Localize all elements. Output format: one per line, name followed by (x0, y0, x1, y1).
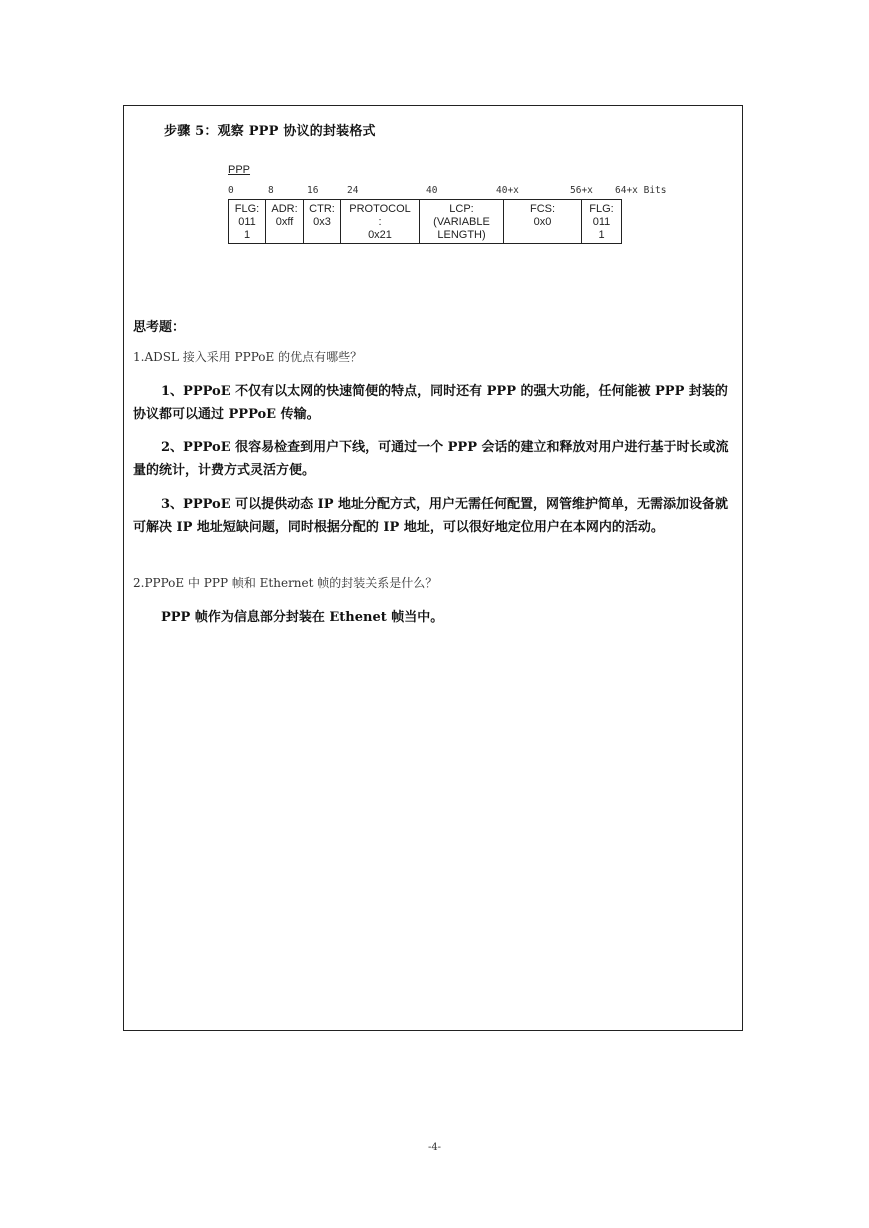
field-fcs (504, 200, 582, 243)
field-flag-end (582, 200, 622, 243)
frame-fields (228, 199, 622, 244)
bit-tick: 40 (426, 185, 438, 196)
answer-1-1: 1、PPPoE 不仅有以太网的快速简便的特点，同时还有 PPP 的强大功能，任何能被 PPP 封装的协议都可以通过 PPPoE 传输。 (133, 384, 728, 422)
field-control (304, 200, 341, 243)
field-flag-start (229, 200, 266, 243)
diagram-label: PPP (228, 164, 251, 176)
answer-2: PPP 帧作为信息部分封装在 Ethenet 帧当中。 (161, 610, 444, 625)
field-text: PROTOCOL : 0x21 (349, 203, 411, 241)
field-text: FLG: 011 1 (234, 203, 260, 241)
step-title: 步骤 5：观察 PPP 协议的封装格式 (164, 124, 376, 139)
field-address (266, 200, 304, 243)
bit-tick: 56+x (570, 185, 593, 196)
field-text: ADR: 0xff (271, 203, 298, 228)
field-text: LCP: (VARIABLE LENGTH) (433, 203, 490, 241)
question-2: 2.PPPoE 中 PPP 帧和 Ethernet 帧的封装关系是什么？ (133, 576, 438, 590)
field-text: FCS: 0x0 (529, 203, 556, 228)
bit-tick: 8 (268, 185, 274, 196)
answer-1-2: 2、PPPoE 很容易检查到用户下线，可通过一个 PPP 会话的建立和释放对用户进行基于时长或流量的统计，计费方式灵活方便。 (133, 440, 729, 478)
ppp-frame-diagram (228, 164, 688, 256)
page-number: -4- (427, 1142, 442, 1153)
answer-1-3: 3、PPPoE 可以提供动态 IP 地址分配方式，用户无需任何配置，网管维护简单，无需添加设备就可解决 IP 地址短缺问题，同时根据分配的 IP 地址，可以很好地定位用户在本网内的活动。 (133, 497, 729, 535)
field-protocol (341, 200, 420, 243)
field-lcp (420, 200, 504, 243)
question-1: 1.ADSL 接入采用 PPPoE 的优点有哪些？ (133, 350, 363, 364)
bit-tick: 16 (307, 185, 319, 196)
bit-tick: 24 (347, 185, 359, 196)
field-text: FLG: 011 1 (589, 203, 614, 241)
content-frame (123, 105, 743, 1031)
bit-tick: 64+x Bits (615, 185, 667, 196)
bit-tick: 40+x (496, 185, 519, 196)
bit-tick: 0 (228, 185, 234, 196)
questions-header: 思考题： (133, 320, 186, 335)
field-text: CTR: 0x3 (309, 203, 335, 228)
